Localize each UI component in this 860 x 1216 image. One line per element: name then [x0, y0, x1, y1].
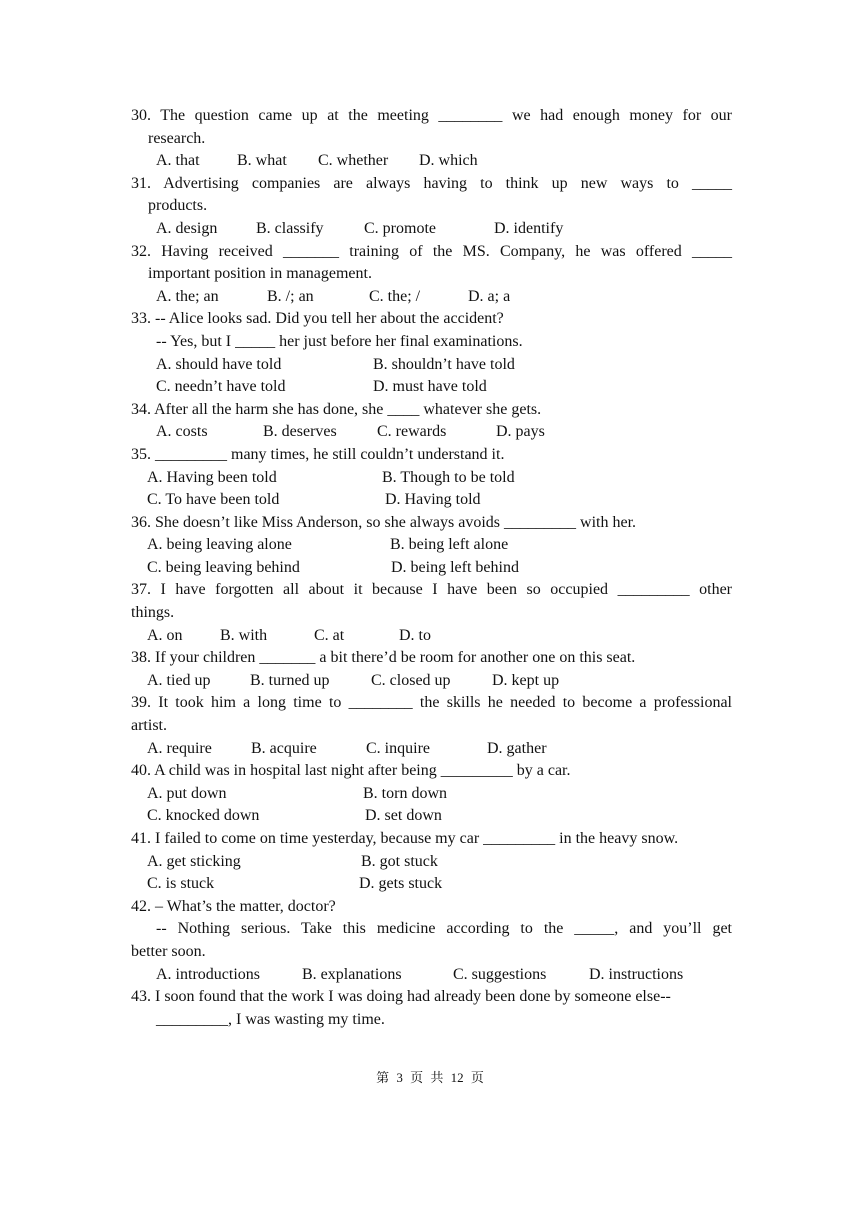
question-text: 36. She doesn’t like Miss Anderson, so she always avoids _________ with her.: [131, 513, 637, 531]
question-text: 31. Advertising companies are always having to think up new ways to _____: [131, 174, 732, 192]
option-c: C. at: [314, 626, 345, 644]
option-c: C. knocked down: [147, 807, 260, 825]
option-d: D. must have told: [373, 378, 487, 396]
question-32: [131, 241, 732, 309]
options-row: [131, 625, 732, 648]
option-c: C. is stuck: [147, 875, 215, 893]
question-text: 34. After all the harm she has done, she ____ whatever she gets.: [131, 400, 542, 418]
question-text-cont: important position in management.: [148, 265, 372, 283]
question-39: [131, 692, 732, 760]
question-30: [131, 105, 732, 173]
options-row: [131, 218, 732, 241]
question-text: 30. The question came up at the meeting ________ we had enough money for our: [131, 107, 732, 124]
option-a: A. costs: [156, 423, 208, 441]
options-row: [131, 738, 732, 761]
option-a: A. on: [147, 626, 183, 644]
options-row: [131, 964, 732, 987]
options-row: [131, 534, 732, 557]
options-row: [131, 354, 732, 377]
question-text: 33. -- Alice looks sad. Did you tell her about the accident?: [131, 310, 504, 328]
question-text: 43. I soon found that the work I was doing had already been done by someone else--: [131, 988, 671, 1006]
options-row: [131, 557, 732, 580]
option-b: B. what: [237, 152, 287, 170]
question-38: [131, 647, 732, 692]
option-c: C. inquire: [366, 739, 430, 757]
options-row: [131, 150, 732, 173]
option-c: C. closed up: [371, 671, 451, 689]
option-c: C. promote: [364, 219, 436, 237]
question-text-cont: products.: [148, 197, 208, 215]
question-36: [131, 512, 732, 580]
option-a: A. the; an: [156, 287, 219, 305]
option-a: A. require: [147, 739, 212, 757]
question-43: [131, 986, 732, 1031]
question-text-cont: things.: [131, 604, 175, 622]
option-c: C. needn’t have told: [156, 378, 286, 396]
option-a: A. put down: [147, 784, 227, 802]
question-35: [131, 444, 732, 512]
options-row: [131, 670, 732, 693]
option-a: A. should have told: [156, 355, 282, 373]
option-a: A. tied up: [147, 671, 211, 689]
options-row: [131, 783, 732, 806]
option-d: D. set down: [365, 807, 442, 825]
option-c: C. being leaving behind: [147, 558, 300, 576]
question-31: [131, 173, 732, 241]
option-d: D. to: [399, 626, 431, 644]
question-33: [131, 308, 732, 398]
option-a: A. introductions: [156, 965, 260, 983]
option-b: B. classify: [256, 219, 324, 237]
options-row: [131, 805, 732, 828]
options-row: [131, 376, 732, 399]
option-a: A. that: [156, 152, 200, 170]
option-d: D. gets stuck: [359, 875, 443, 893]
option-d: D. a; a: [468, 287, 511, 305]
question-37: [131, 579, 732, 647]
option-a: A. Having been told: [147, 468, 277, 486]
question-text-cont: _________, I was wasting my time.: [156, 1010, 385, 1028]
question-text-cont: research.: [148, 129, 206, 147]
options-row: [131, 489, 732, 512]
option-b: B. torn down: [363, 784, 447, 802]
options-row: [131, 421, 732, 444]
option-d: D. Having told: [385, 491, 481, 509]
option-c: C. rewards: [377, 423, 447, 441]
option-d: D. identify: [494, 219, 564, 237]
question-text-cont: -- Yes, but I _____ her just before her final examinations.: [156, 332, 523, 350]
option-c: C. To have been told: [147, 491, 280, 509]
question-text: 42. – What’s the matter, doctor?: [131, 897, 336, 915]
question-40: [131, 760, 732, 828]
options-row: [131, 851, 732, 874]
question-text: 37. I have forgotten all about it because I have been so occupied _________ other: [131, 581, 732, 599]
question-text: 32. Having received _______ training of the MS. Company, he was offered _____: [131, 242, 732, 260]
option-a: A. being leaving alone: [147, 536, 292, 554]
option-b: B. got stuck: [361, 852, 438, 870]
question-text: 41. I failed to come on time yesterday, because my car _________ in the heavy snow.: [131, 830, 679, 847]
option-b: B. acquire: [251, 739, 317, 757]
option-b: B. Though to be told: [382, 468, 515, 486]
option-c: C. whether: [318, 152, 389, 170]
option-d: D. instructions: [589, 965, 684, 983]
option-b: B. explanations: [302, 965, 402, 983]
options-row: [131, 286, 732, 309]
page-number: 第 3 页 共 12 页: [376, 1070, 484, 1085]
question-34: [131, 399, 732, 444]
option-d: D. kept up: [492, 671, 560, 689]
option-d: D. which: [419, 152, 478, 170]
question-text-cont: -- Nothing serious. Take this medicine according to the _____, and you’ll get: [156, 920, 732, 938]
question-text-cont: artist.: [131, 717, 167, 735]
question-text: 38. If your children _______ a bit there’d be room for another one on this seat.: [131, 649, 636, 667]
option-c: C. the; /: [369, 287, 421, 305]
option-b: B. being left alone: [390, 536, 509, 554]
question-41: [131, 828, 732, 896]
options-row: [131, 467, 732, 490]
question-list: [131, 105, 732, 1031]
question-text-cont: better soon.: [131, 942, 206, 960]
question-text: 39. It took him a long time to ________ the skills he needed to become a professional: [131, 694, 732, 712]
options-row: [131, 873, 732, 896]
option-b: B. deserves: [263, 423, 337, 441]
option-b: B. with: [220, 626, 268, 644]
option-b: B. /; an: [267, 287, 314, 305]
question-42: [131, 896, 732, 986]
option-b: B. shouldn’t have told: [373, 355, 515, 373]
option-d: D. being left behind: [391, 558, 519, 576]
question-text: 40. A child was in hospital last night after being _________ by a car.: [131, 762, 571, 780]
question-text: 35. _________ many times, he still couldn’t understand it.: [131, 445, 505, 463]
option-d: D. gather: [487, 739, 547, 757]
option-a: A. design: [156, 219, 218, 237]
option-b: B. turned up: [250, 671, 330, 689]
option-c: C. suggestions: [453, 965, 547, 983]
option-a: A. get sticking: [147, 852, 241, 870]
option-d: D. pays: [496, 423, 545, 441]
